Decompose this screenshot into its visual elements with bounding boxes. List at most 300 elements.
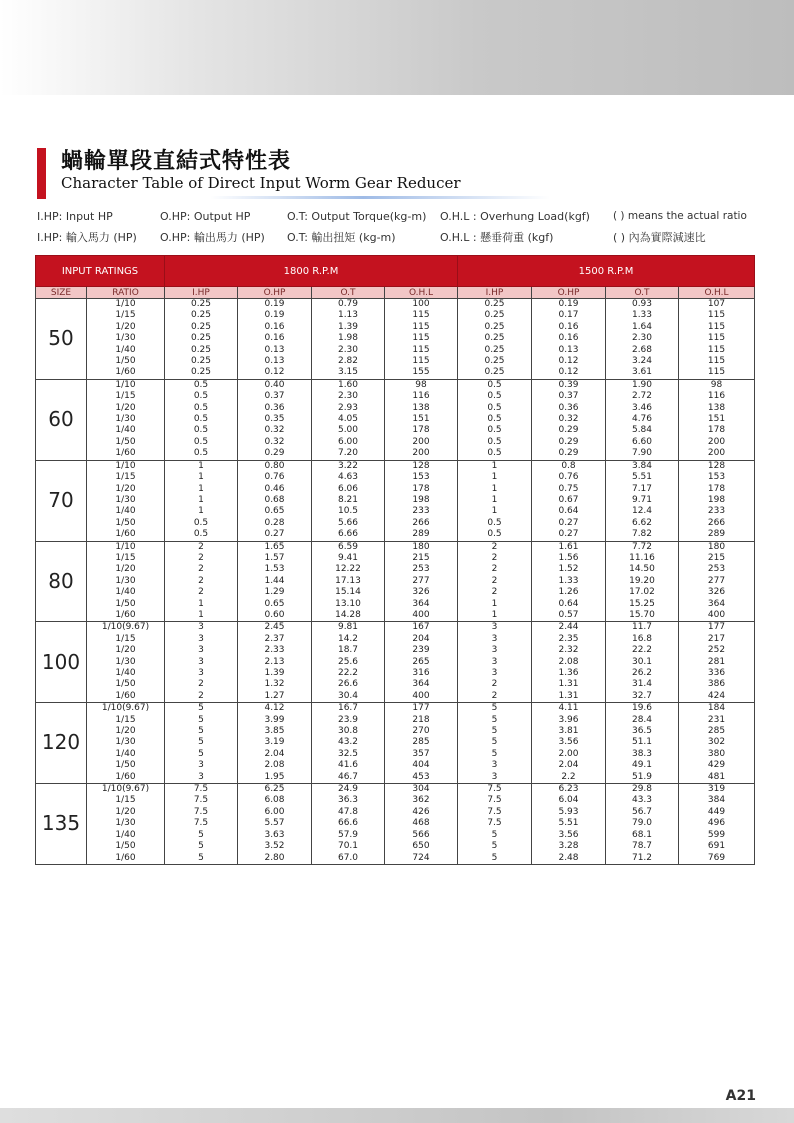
ihp-1500-cell: 5: [458, 726, 532, 737]
ohl-1800-cell: 277: [385, 576, 458, 587]
ihp-1500-cell: 3: [458, 645, 532, 656]
ohl-1800-cell: 650: [385, 841, 458, 852]
ohp-1500-cell: 3.28: [532, 841, 606, 852]
ihp-1500-cell: 5: [458, 715, 532, 726]
ohl-1500-cell: 336: [679, 668, 755, 679]
col-ohp-1500-header: O.HP: [532, 287, 606, 299]
ot-1500-cell: 26.2: [606, 668, 679, 679]
col-ot-1800-header: O.T: [312, 287, 385, 299]
ihp-1500-cell: 2: [458, 564, 532, 575]
ihp-1500-cell: 2: [458, 691, 532, 703]
ohp-1500-cell: 2.48: [532, 853, 606, 865]
ohp-1500-cell: 2.04: [532, 760, 606, 771]
ot-1800-cell: 6.66: [312, 529, 385, 541]
ohp-1800-cell: 3.85: [238, 726, 312, 737]
ohp-1500-cell: 1.26: [532, 587, 606, 598]
ohp-1500-cell: 0.76: [532, 472, 606, 483]
ot-1500-cell: 29.8: [606, 784, 679, 796]
ihp-1800-cell: 0.5: [165, 391, 238, 402]
ihp-1500-cell: 0.5: [458, 403, 532, 414]
ratio-cell: 1/40: [87, 345, 165, 356]
ot-1500-cell: 32.7: [606, 691, 679, 703]
ohp-1500-cell: 0.29: [532, 448, 606, 460]
ot-1500-cell: 31.4: [606, 679, 679, 690]
table-row: [36, 495, 755, 506]
ot-1500-cell: 3.61: [606, 367, 679, 379]
size-cell: 120: [36, 703, 87, 784]
ohl-1800-cell: 100: [385, 299, 458, 311]
ohl-1800-cell: 326: [385, 587, 458, 598]
ohp-1800-cell: 2.80: [238, 853, 312, 865]
ihp-1500-cell: 1: [458, 484, 532, 495]
ohp-1800-cell: 6.00: [238, 807, 312, 818]
ohp-1800-cell: 0.19: [238, 299, 312, 311]
ot-1800-cell: 2.30: [312, 391, 385, 402]
table-row: [36, 760, 755, 771]
ot-1800-cell: 0.79: [312, 299, 385, 311]
legend-ohp-en: O.HP: Output HP: [160, 210, 251, 223]
ihp-1800-cell: 5: [165, 726, 238, 737]
ihp-1500-cell: 7.5: [458, 795, 532, 806]
ratio-cell: 1/60: [87, 367, 165, 379]
ihp-1800-cell: 0.5: [165, 403, 238, 414]
ihp-1800-cell: 3: [165, 657, 238, 668]
legend-ratio-en: ( ) means the actual ratio: [613, 210, 747, 222]
ohl-1500-cell: 384: [679, 795, 755, 806]
legend-ohl-en: O.H.L : Overhung Load(kgf): [440, 210, 590, 223]
ihp-1800-cell: 3: [165, 634, 238, 645]
ohl-1500-cell: 115: [679, 356, 755, 367]
ot-1800-cell: 70.1: [312, 841, 385, 852]
ohp-1500-cell: 2.44: [532, 622, 606, 634]
ohl-1800-cell: 138: [385, 403, 458, 414]
ot-1500-cell: 2.30: [606, 333, 679, 344]
ohp-1800-cell: 5.57: [238, 818, 312, 829]
ot-1800-cell: 1.39: [312, 322, 385, 333]
size-cell: 100: [36, 622, 87, 703]
ihp-1800-cell: 5: [165, 841, 238, 852]
ot-1800-cell: 1.60: [312, 379, 385, 391]
ihp-1800-cell: 0.25: [165, 345, 238, 356]
ratio-cell: 1/20: [87, 726, 165, 737]
ohl-1800-cell: 316: [385, 668, 458, 679]
ot-1500-cell: 68.1: [606, 830, 679, 841]
ihp-1800-cell: 1: [165, 484, 238, 495]
ot-1800-cell: 47.8: [312, 807, 385, 818]
ohl-1500-cell: 107: [679, 299, 755, 311]
ohl-1500-cell: 153: [679, 472, 755, 483]
ohl-1800-cell: 198: [385, 495, 458, 506]
ohl-1800-cell: 116: [385, 391, 458, 402]
ohl-1500-cell: 285: [679, 726, 755, 737]
ohp-1800-cell: 1.53: [238, 564, 312, 575]
ihp-1800-cell: 1: [165, 460, 238, 472]
ot-1800-cell: 18.7: [312, 645, 385, 656]
ihp-1500-cell: 0.5: [458, 448, 532, 460]
ihp-1800-cell: 3: [165, 772, 238, 784]
ratio-cell: 1/15: [87, 391, 165, 402]
ratio-cell: 1/30: [87, 818, 165, 829]
ratio-cell: 1/40: [87, 425, 165, 436]
ohl-1800-cell: 98: [385, 379, 458, 391]
ratio-cell: 1/30: [87, 495, 165, 506]
ohp-1500-cell: 3.96: [532, 715, 606, 726]
table-row: [36, 484, 755, 495]
ot-1800-cell: 25.6: [312, 657, 385, 668]
ohl-1500-cell: 198: [679, 495, 755, 506]
table-row: [36, 448, 755, 460]
ratio-cell: 1/60: [87, 610, 165, 622]
ohl-1500-cell: 449: [679, 807, 755, 818]
ihp-1500-cell: 1: [458, 610, 532, 622]
ohp-1800-cell: 0.80: [238, 460, 312, 472]
ohp-1500-cell: 3.81: [532, 726, 606, 737]
ohp-1800-cell: 0.65: [238, 599, 312, 610]
ohl-1800-cell: 115: [385, 310, 458, 321]
ohl-1800-cell: 289: [385, 529, 458, 541]
ihp-1500-cell: 2: [458, 541, 532, 553]
ohp-1500-cell: 2.08: [532, 657, 606, 668]
ihp-1800-cell: 1: [165, 472, 238, 483]
ohp-1500-cell: 0.27: [532, 529, 606, 541]
ot-1800-cell: 4.63: [312, 472, 385, 483]
ohl-1500-cell: 319: [679, 784, 755, 796]
ot-1800-cell: 8.21: [312, 495, 385, 506]
input-ratings-header: INPUT RATINGS: [36, 256, 165, 287]
ohp-1800-cell: 2.13: [238, 657, 312, 668]
ohp-1800-cell: 0.13: [238, 356, 312, 367]
ohl-1800-cell: 357: [385, 749, 458, 760]
table-row: [36, 472, 755, 483]
ihp-1800-cell: 5: [165, 749, 238, 760]
ohp-1800-cell: 0.27: [238, 529, 312, 541]
ohl-1800-cell: 400: [385, 691, 458, 703]
ot-1500-cell: 19.6: [606, 703, 679, 715]
ohp-1500-cell: 0.13: [532, 345, 606, 356]
ohl-1500-cell: 380: [679, 749, 755, 760]
top-banner: [0, 0, 794, 95]
ihp-1800-cell: 5: [165, 853, 238, 865]
ihp-1500-cell: 3: [458, 634, 532, 645]
ohp-1800-cell: 2.37: [238, 634, 312, 645]
ohl-1800-cell: 426: [385, 807, 458, 818]
table-row: [36, 576, 755, 587]
ot-1500-cell: 78.7: [606, 841, 679, 852]
bottom-banner: [0, 1108, 794, 1123]
ohp-1500-cell: 0.75: [532, 484, 606, 495]
ot-1500-cell: 7.72: [606, 541, 679, 553]
ohp-1800-cell: 2.33: [238, 645, 312, 656]
ohp-1500-cell: 6.23: [532, 784, 606, 796]
ohp-1500-cell: 2.2: [532, 772, 606, 784]
ratio-cell: 1/50: [87, 841, 165, 852]
ot-1500-cell: 3.24: [606, 356, 679, 367]
ihp-1500-cell: 3: [458, 772, 532, 784]
ohp-1800-cell: 1.44: [238, 576, 312, 587]
ohl-1500-cell: 691: [679, 841, 755, 852]
ohl-1800-cell: 239: [385, 645, 458, 656]
ohp-1500-cell: 6.04: [532, 795, 606, 806]
ratio-cell: 1/30: [87, 737, 165, 748]
ratio-cell: 1/10: [87, 541, 165, 553]
table-row: [36, 853, 755, 865]
ohl-1800-cell: 362: [385, 795, 458, 806]
ohp-1500-cell: 4.11: [532, 703, 606, 715]
legend-ohp-zh: O.HP: 輸出馬力 (HP): [160, 231, 265, 244]
ihp-1500-cell: 3: [458, 760, 532, 771]
ihp-1500-cell: 0.25: [458, 322, 532, 333]
ot-1500-cell: 11.7: [606, 622, 679, 634]
ohp-1800-cell: 0.37: [238, 391, 312, 402]
ohp-1800-cell: 0.13: [238, 345, 312, 356]
ihp-1800-cell: 5: [165, 737, 238, 748]
ot-1500-cell: 17.02: [606, 587, 679, 598]
ot-1500-cell: 5.51: [606, 472, 679, 483]
ot-1800-cell: 43.2: [312, 737, 385, 748]
ohl-1500-cell: 177: [679, 622, 755, 634]
ot-1800-cell: 2.82: [312, 356, 385, 367]
ot-1500-cell: 3.84: [606, 460, 679, 472]
ot-1800-cell: 26.6: [312, 679, 385, 690]
ohl-1800-cell: 204: [385, 634, 458, 645]
ohl-1800-cell: 167: [385, 622, 458, 634]
ihp-1500-cell: 5: [458, 841, 532, 852]
ohp-1800-cell: 1.27: [238, 691, 312, 703]
table-row: [36, 784, 755, 796]
ot-1800-cell: 10.5: [312, 506, 385, 517]
characteristics-table: [35, 255, 755, 865]
legend-ihp-en: I.HP: Input HP: [37, 210, 113, 223]
ohl-1500-cell: 302: [679, 737, 755, 748]
ihp-1800-cell: 0.5: [165, 379, 238, 391]
ot-1500-cell: 14.50: [606, 564, 679, 575]
ohp-1800-cell: 3.99: [238, 715, 312, 726]
table-row: [36, 795, 755, 806]
ratio-cell: 1/30: [87, 333, 165, 344]
ohp-1500-cell: 1.56: [532, 553, 606, 564]
ohp-1800-cell: 0.28: [238, 518, 312, 529]
ohp-1500-cell: 1.36: [532, 668, 606, 679]
page-title-chinese: 蝸輪單段直結式特性表: [61, 149, 292, 174]
ohl-1500-cell: 289: [679, 529, 755, 541]
table-row: [36, 818, 755, 829]
ohp-1500-cell: 0.17: [532, 310, 606, 321]
ohl-1800-cell: 200: [385, 437, 458, 448]
ot-1800-cell: 9.81: [312, 622, 385, 634]
ihp-1800-cell: 7.5: [165, 795, 238, 806]
ot-1500-cell: 1.64: [606, 322, 679, 333]
ohp-1500-cell: 2.35: [532, 634, 606, 645]
ohp-1500-cell: 3.56: [532, 830, 606, 841]
ihp-1500-cell: 0.25: [458, 310, 532, 321]
table-row: [36, 772, 755, 784]
ohp-1800-cell: 3.52: [238, 841, 312, 852]
ot-1500-cell: 43.3: [606, 795, 679, 806]
ohp-1800-cell: 1.65: [238, 541, 312, 553]
ohp-1800-cell: 6.08: [238, 795, 312, 806]
ot-1800-cell: 36.3: [312, 795, 385, 806]
table-row: [36, 356, 755, 367]
ohl-1500-cell: 217: [679, 634, 755, 645]
page-number: A21: [725, 1088, 756, 1104]
ohp-1500-cell: 1.52: [532, 564, 606, 575]
title-underline: [210, 196, 550, 199]
ohl-1500-cell: 98: [679, 379, 755, 391]
ot-1500-cell: 7.90: [606, 448, 679, 460]
table-row: [36, 529, 755, 541]
table-row: [36, 841, 755, 852]
ratio-cell: 1/60: [87, 691, 165, 703]
ratio-cell: 1/15: [87, 715, 165, 726]
ohp-1800-cell: 2.08: [238, 760, 312, 771]
ot-1500-cell: 51.9: [606, 772, 679, 784]
ohp-1800-cell: 0.40: [238, 379, 312, 391]
ohl-1500-cell: 115: [679, 367, 755, 379]
ohl-1500-cell: 253: [679, 564, 755, 575]
ratio-cell: 1/10(9.67): [87, 622, 165, 634]
ihp-1800-cell: 0.25: [165, 322, 238, 333]
ot-1800-cell: 6.00: [312, 437, 385, 448]
ihp-1800-cell: 2: [165, 541, 238, 553]
table-row: [36, 587, 755, 598]
ihp-1800-cell: 2: [165, 576, 238, 587]
ratio-cell: 1/20: [87, 807, 165, 818]
ohp-1800-cell: 0.68: [238, 495, 312, 506]
ohl-1800-cell: 115: [385, 356, 458, 367]
col-ohp-1800-header: O.HP: [238, 287, 312, 299]
ohl-1500-cell: 178: [679, 484, 755, 495]
ihp-1500-cell: 0.25: [458, 367, 532, 379]
ohl-1500-cell: 481: [679, 772, 755, 784]
ohp-1500-cell: 1.33: [532, 576, 606, 587]
table-row: [36, 310, 755, 321]
ot-1800-cell: 2.93: [312, 403, 385, 414]
ot-1500-cell: 28.4: [606, 715, 679, 726]
ihp-1500-cell: 3: [458, 668, 532, 679]
ihp-1500-cell: 5: [458, 703, 532, 715]
ihp-1800-cell: 0.25: [165, 333, 238, 344]
ohl-1800-cell: 128: [385, 460, 458, 472]
ihp-1800-cell: 7.5: [165, 807, 238, 818]
ihp-1500-cell: 7.5: [458, 807, 532, 818]
ohp-1800-cell: 0.16: [238, 333, 312, 344]
col-ohl-1500-header: O.H.L: [679, 287, 755, 299]
ohl-1500-cell: 180: [679, 541, 755, 553]
ohl-1500-cell: 429: [679, 760, 755, 771]
ot-1500-cell: 30.1: [606, 657, 679, 668]
ratio-cell: 1/50: [87, 518, 165, 529]
ohp-1800-cell: 3.19: [238, 737, 312, 748]
ratio-cell: 1/15: [87, 634, 165, 645]
ot-1500-cell: 15.25: [606, 599, 679, 610]
ohp-1500-cell: 0.39: [532, 379, 606, 391]
ohp-1500-cell: 0.36: [532, 403, 606, 414]
ratio-cell: 1/50: [87, 599, 165, 610]
ihp-1800-cell: 7.5: [165, 818, 238, 829]
ihp-1800-cell: 0.5: [165, 529, 238, 541]
ratio-cell: 1/60: [87, 772, 165, 784]
ihp-1500-cell: 0.5: [458, 529, 532, 541]
ratio-cell: 1/20: [87, 322, 165, 333]
ot-1800-cell: 1.13: [312, 310, 385, 321]
ot-1800-cell: 3.15: [312, 367, 385, 379]
legend-ratio-zh: ( ) 內為實際減速比: [613, 231, 706, 244]
ohp-1800-cell: 0.29: [238, 448, 312, 460]
ratio-cell: 1/40: [87, 587, 165, 598]
ohp-1500-cell: 5.51: [532, 818, 606, 829]
legend-ohl-zh: O.H.L : 懸垂荷重 (kgf): [440, 231, 554, 244]
ratio-cell: 1/20: [87, 484, 165, 495]
table-row: [36, 668, 755, 679]
ihp-1800-cell: 0.25: [165, 299, 238, 311]
ohl-1500-cell: 599: [679, 830, 755, 841]
ratio-cell: 1/30: [87, 576, 165, 587]
ohl-1800-cell: 453: [385, 772, 458, 784]
table-row: [36, 345, 755, 356]
ohl-1500-cell: 200: [679, 437, 755, 448]
ot-1500-cell: 22.2: [606, 645, 679, 656]
ohl-1800-cell: 115: [385, 322, 458, 333]
ihp-1800-cell: 3: [165, 645, 238, 656]
ot-1500-cell: 1.90: [606, 379, 679, 391]
table-row: [36, 645, 755, 656]
ot-1800-cell: 67.0: [312, 853, 385, 865]
ihp-1800-cell: 5: [165, 715, 238, 726]
ot-1500-cell: 56.7: [606, 807, 679, 818]
ohp-1500-cell: 2.00: [532, 749, 606, 760]
ohp-1800-cell: 0.16: [238, 322, 312, 333]
ot-1800-cell: 46.7: [312, 772, 385, 784]
ratio-cell: 1/50: [87, 356, 165, 367]
ohp-1500-cell: 0.19: [532, 299, 606, 311]
ot-1800-cell: 41.6: [312, 760, 385, 771]
table-row: [36, 715, 755, 726]
ratio-cell: 1/30: [87, 657, 165, 668]
ohp-1500-cell: 2.32: [532, 645, 606, 656]
table-row: [36, 541, 755, 553]
ohl-1500-cell: 115: [679, 345, 755, 356]
ohl-1800-cell: 178: [385, 484, 458, 495]
ratio-cell: 1/60: [87, 448, 165, 460]
table-row: [36, 610, 755, 622]
ot-1500-cell: 71.2: [606, 853, 679, 865]
ihp-1500-cell: 5: [458, 749, 532, 760]
col-ohl-1800-header: O.H.L: [385, 287, 458, 299]
ot-1800-cell: 3.22: [312, 460, 385, 472]
table-row: [36, 830, 755, 841]
ihp-1500-cell: 2: [458, 679, 532, 690]
ohp-1800-cell: 0.32: [238, 425, 312, 436]
ohp-1800-cell: 0.60: [238, 610, 312, 622]
ohp-1800-cell: 0.12: [238, 367, 312, 379]
ohl-1500-cell: 326: [679, 587, 755, 598]
ohp-1800-cell: 2.45: [238, 622, 312, 634]
ihp-1800-cell: 2: [165, 587, 238, 598]
ot-1800-cell: 57.9: [312, 830, 385, 841]
ratio-cell: 1/30: [87, 414, 165, 425]
ohl-1800-cell: 115: [385, 333, 458, 344]
table-row: [36, 414, 755, 425]
title-accent-bar: [37, 148, 46, 199]
table-row: [36, 299, 755, 311]
ratio-cell: 1/40: [87, 749, 165, 760]
ot-1500-cell: 49.1: [606, 760, 679, 771]
ot-1500-cell: 51.1: [606, 737, 679, 748]
ot-1800-cell: 22.2: [312, 668, 385, 679]
ihp-1800-cell: 2: [165, 553, 238, 564]
ohl-1800-cell: 233: [385, 506, 458, 517]
ohp-1500-cell: 0.67: [532, 495, 606, 506]
